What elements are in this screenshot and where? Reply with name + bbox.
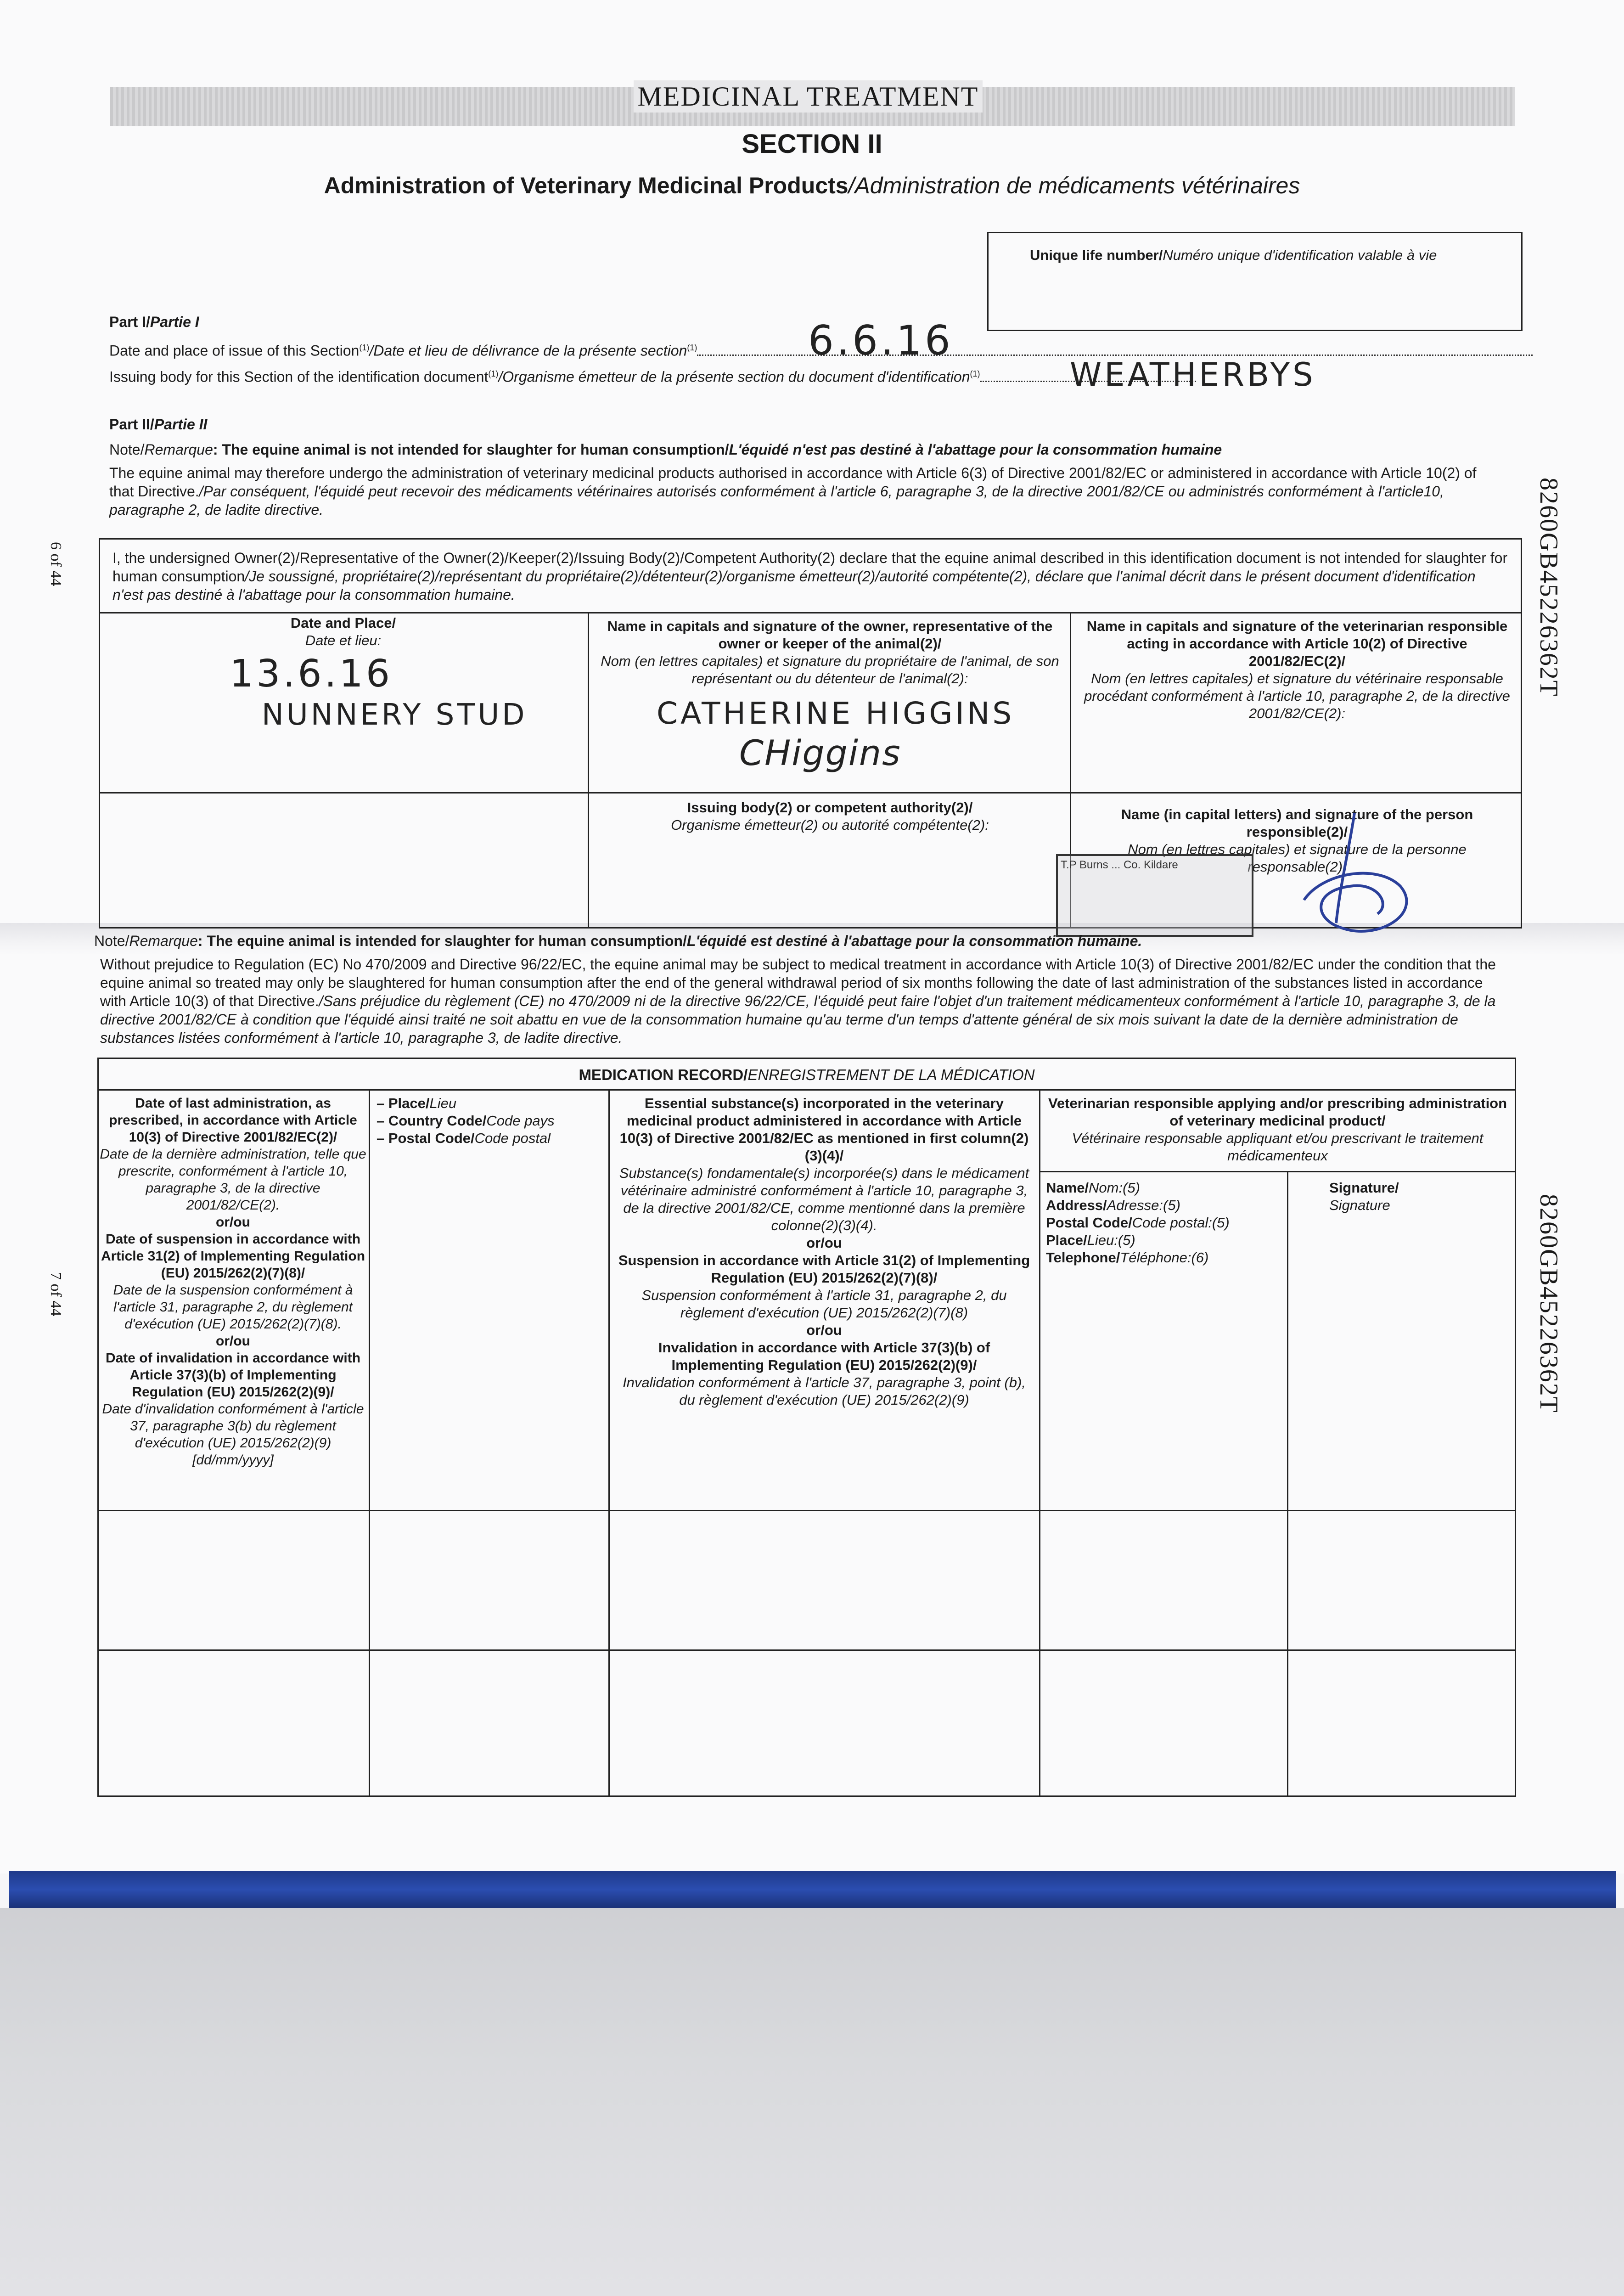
veterinarian-column-header: Veterinarian responsible applying and/or prescribing administration of veterinary medicinal product/ Vétérinaire responsable appliquant et/ou prescrivant le traitement médicamenteux <box>1048 1095 1507 1164</box>
medication-record-title: MEDICATION RECORD/ENREGISTREMENT DE LA MÉDICATION <box>579 1066 1035 1083</box>
handwritten-owner-name: CATHERINE HIGGINS <box>657 696 1015 731</box>
vet-signature-header: Name in capitals and signature of the veterinarian responsible acting in accordance with Article 10(2) of Directive 2001/82/EC(2)/ Nom (en lettres capitales) et signature du vétérinaire responsable procédant conformément à l'article 10, paragraphe 2, de la directive 2001/82/CE(2): <box>1084 618 1510 721</box>
owner-signature-header: Name in capitals and signature of the owner, representative of the owner or keeper of the animal(2)/ Nom (en lettres capitales) et signature du propriétaire de l'animal, de son représentant ou du détenteur de l'animal(2): <box>601 618 1059 687</box>
slaughter-paragraph: Without prejudice to Regulation (EC) No 470/2009 and Directive 96/22/EC, the equine animal may be subject to medical treatment in accordance with Article 10(3) of Directive 2001/82/EC under the condition that the equine animal so treated may only be slaughtered for human consumption after the end of the general withdrawal period of six months following the date of last administration of the substances listed in accordance with Article 10(3) of that Directive./Sans préjudice du règlement (CE) no 470/2009 ni de la directive 96/22/CE, l'équidé peut faire l'objet d'un traitement médicamenteux conformément à l'article 10, paragraphe 3, de la directive 2001/82/CE à condition que l'équidé ainsi traité ne soit abattu en vue de la consommation humaine qu'au terme d'un temps d'attente général de six mois suivant la date de la dernière administration de substances listées conformément à l'article 10, paragraphe 3, de ladite directive. <box>100 956 1496 1046</box>
date-column-header: Date of last administration, as prescribed, in accordance with Article 10(3) of Directive 2001/82/EC(2)/ Date de la dernière administration, telle que prescrite, conformément à l'article 10, paragraphe 3, de la directive 2001/82/CE(2). or/ou Date of suspension in accordance with Article 31(2) of Implementing Regulation (EU) 2015/262(2)(7)(8)/ Date de la suspension conformément à l'article 31, paragraphe 2, du règlement d'exécution (UE) 2015/262(2)(7)(8). or/ou Date of invalidation in accordance with Article 37(3)(b) of Implementing Regulation (EU) 2015/262(2)(9)/ Date d'invalidation conformément à l'article 37, paragraphe 3(b) du règlement d'exécution (UE) 2015/262(2)(9) [dd/mm/yyyy] <box>100 1096 366 1468</box>
owner-signature: CHiggins <box>739 732 901 773</box>
part2-paragraph: The equine animal may therefore undergo the administration of veterinary medicinal products authorised in accordance with Article 6(3) of Directive 2001/82/EC or administered in accordance with Article 10(2) of that Directive./Par conséquent, l'équidé peut recevoir des médicaments vétérinaires autorisés conformément à l'article 6, paragraphe 3, de la directive 2001/82/CE ou administrés conformément à l'article10, paragraphe 2, de ladite directive. <box>109 465 1477 518</box>
scanner-background <box>0 1908 1624 2296</box>
right-margin-serial-top: 8260GB45226362T <box>1534 478 1563 697</box>
uln-label: Unique life number/Numéro unique d'identification valable à vie <box>1030 247 1437 263</box>
passport-cover-edge <box>9 1871 1616 1908</box>
date-place-header: Date and Place/ Date et lieu: <box>290 615 396 648</box>
left-margin-page-bottom: 7 of 44 <box>47 1272 64 1317</box>
right-margin-serial-bottom: 8260GB45226362T <box>1534 1194 1563 1413</box>
part1-body-label: Issuing body for this Section of the identification document$^{(1)}$/Organisme émetteur de la présente section du document d'identification$^{(1)}$ <box>109 365 1196 386</box>
section-subtitle: Administration of Veterinary Medicinal Products/Administration de médicaments vétérinaires <box>324 173 1300 198</box>
place-column-header: – Place/Lieu – Country Code/Code pays – Postal Code/Code postal <box>376 1095 555 1146</box>
handwritten-issuing-body: WEATHERBYS <box>1070 356 1316 394</box>
part2-note: Note/Remarque: The equine animal is not intended for slaughter for human consumption/L'équidé n'est pas destiné à l'abattage pour la consommation humaine <box>109 441 1222 458</box>
left-margin-page-top: 6 of 44 <box>47 542 64 586</box>
slaughter-note: Note/Remarque: The equine animal is intended for slaughter for human consumption/L'équidé est destiné à l'abattage pour la consommation humaine. <box>94 933 1142 949</box>
official-stamp: T.P Burns ... Co. Kildare <box>1056 854 1253 937</box>
veterinarian-details-labels: Name/Nom:(5) Address/Adresse:(5) Postal Code/Code postal:(5) Place/Lieu:(5) Telephone/Téléphone:(6) <box>1046 1180 1230 1266</box>
responsible-person-header: Name (in capital letters) and signature of the person responsible(2)/ Nom (en lettres capitales) et signature de la personne responsable(2): <box>1121 806 1473 875</box>
handwritten-declaration-date: 13.6.16 <box>230 652 393 696</box>
part1-date-label: Date and place of issue of this Section$^{(1)}$/Date et lieu de délivrance de la présente section$^{(1)}$ <box>109 339 1533 360</box>
issuing-body-header: Issuing body(2) or competent authority(2)/ Organisme émetteur(2) ou autorité compétente(2): <box>671 799 989 833</box>
handwritten-issue-date: 6.6.16 <box>808 317 953 364</box>
handwritten-declaration-place: NUNNERY STUD <box>262 698 528 732</box>
banner-title: MEDICINAL TREATMENT <box>634 80 983 113</box>
part2-heading: Part II/Partie II <box>109 416 208 433</box>
responsible-person-signature <box>1286 808 1437 941</box>
part1-heading: Part I/Partie I <box>109 314 199 330</box>
section-title: SECTION II <box>742 129 882 159</box>
unique-life-number-box <box>987 232 1523 331</box>
veterinarian-signature-label: Signature/ Signature <box>1329 1180 1399 1213</box>
declaration-text: I, the undersigned Owner(2)/Representative of the Owner(2)/Keeper(2)/Issuing Body(2)/Competent Authority(2) declare that the equine animal described in this identification document is not intended for slaughter for human consumption/Je soussigné, propriétaire(2)/représentant du propriétaire(2)/détenteur(2)/organisme émetteur(2)/autorité compétente(2), déclare que l'animal décrit dans le présent document d'identification n'est pas destiné à l'abattage pour la consommation humaine. <box>112 550 1508 603</box>
substance-column-header: Essential substance(s) incorporated in the veterinary medicinal product administered in accordance with Article 10(3) of Directive 2001/82/EC as mentioned in first column(2)(3)(4)/ Substance(s) fondamentale(s) incorporée(s) dans le médicament vétérinaire administré conformément à l'article 10, paragraphe 3, de la directive 2001/82/CE, comme mentionné dans la première colonne(2)(3)(4). or/ou Suspension in accordance with Article 31(2) of Implementing Regulation (EU) 2015/262(2)(7)(8)/ Suspension conformément à l'article 31, paragraphe 2, du règlement d'exécution (UE) 2015/262(2)(7)(8) or/ou Invalidation in accordance with Article 37(3)(b) of Implementing Regulation (EU) 2015/262(2)(9)/ Invalidation conformément à l'article 37, paragraphe 3, point (b), du règlement d'exécution (UE) 2015/262(2)(9) <box>618 1095 1030 1408</box>
